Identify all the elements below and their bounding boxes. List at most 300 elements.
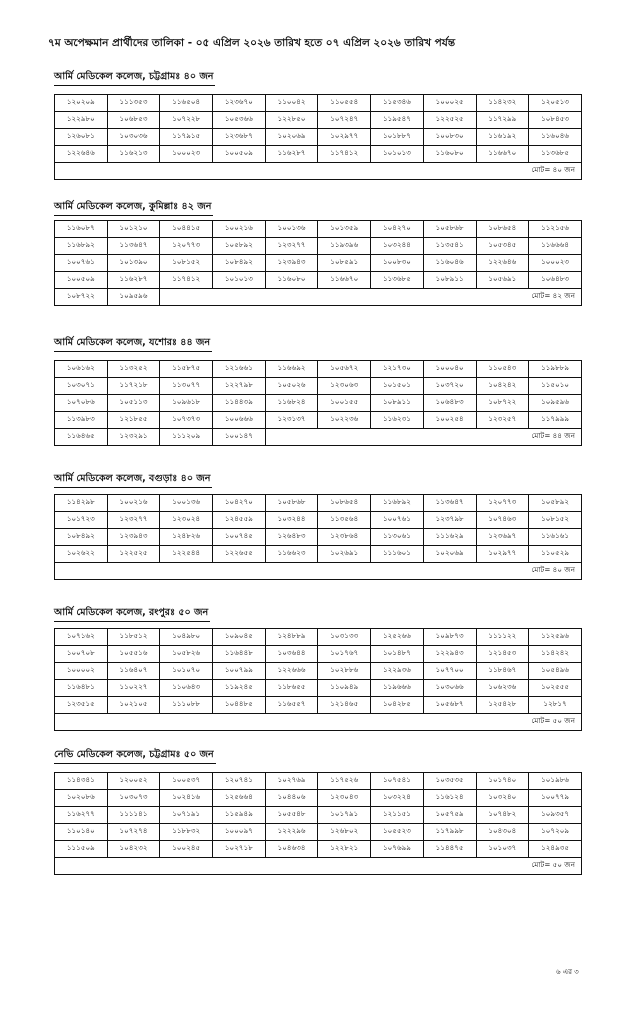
roll-cell: ১২৩৯৪৩ [265,255,318,272]
roll-cell: ১০০২১৬ [213,221,266,238]
roll-cell: ১০৮৬৫৪ [318,495,371,512]
roll-cell: ১২৪৫৫৯ [213,512,266,529]
roll-cell: ১১৯৩৯৬ [318,238,371,255]
roll-cell: ১০৭২৪৭ [318,112,371,129]
roll-cell: ১১৭৯১৫ [160,129,213,146]
roll-cell: ১০৮৭২২ [55,289,108,306]
roll-cell: ১০৪২৭০ [371,221,424,238]
roll-cell: ১০৩০৭৩ [107,790,160,807]
roll-cell: ১১৬৬৭০ [318,272,371,289]
roll-cell: ১০৪৬৩৪ [265,841,318,858]
roll-cell: ১২০৭৭৩ [160,238,213,255]
roll-cell: ১২৪৯৩৫ [529,841,582,858]
section-title: আর্মি মেডিকেল কলেজ, কুমিল্লাঃ ৪২ জন [54,199,213,216]
roll-cell: ১১৩৬৮৫ [371,272,424,289]
roll-cell: ১০০৭০৮ [55,646,108,663]
roll-cell: ১১৪২৩২ [476,95,529,112]
roll-table [54,220,582,306]
table-row [55,272,582,289]
roll-cell: ১২২৬৪৬ [476,255,529,272]
roll-cell: ১১৫৩৪৬ [371,95,424,112]
roll-cell: ১১৬৫০৪ [160,95,213,112]
roll-cell: ১২৩৭৯৮ [423,512,476,529]
roll-cell: ১০১৯৮৬ [529,773,582,790]
roll-cell: ১১৩৯৮৩ [55,412,108,429]
roll-cell: ১০৪২৭০ [213,495,266,512]
total-count: মোট= ৪০ জন [55,563,582,580]
roll-cell: ১১০২২৭ [107,680,160,697]
roll-cell: ১০২০৬৯ [423,546,476,563]
roll-cell: ১১৩০৭৭ [160,378,213,395]
roll-cell: ১১১১৪১ [107,807,160,824]
roll-cell: ১১৬৬৯২ [265,361,318,378]
roll-cell: ১০০১৫৫ [318,395,371,412]
roll-cell: ১১৬০৮০ [265,272,318,289]
roll-cell: ১০৫৪৯৬ [529,663,582,680]
roll-cell: ১০৪২৪২ [476,378,529,395]
roll-cell: ১২৩৬৭০ [213,95,266,112]
roll-cell: ১০০২৪৫ [160,841,213,858]
roll-cell: ১১৩২৫২ [107,361,160,378]
roll-cell: ১০৬৪৮৩ [423,395,476,412]
roll-cell: ১১৮৬৫৫ [265,680,318,697]
roll-cell: ১০৬৪৮৩ [529,272,582,289]
roll-cell: ১১৬৪০৭ [107,663,160,680]
table-row [55,790,582,807]
roll-cell: ১০০০২৩ [160,146,213,163]
roll-cell: ১২১৪৬৫ [318,697,371,714]
table-row [55,646,582,663]
roll-cell: ১২৩১৩৭ [265,412,318,429]
roll-cell: ১১৬৪৮১ [55,680,108,697]
roll-cell: ১২২৮৫০ [265,112,318,129]
roll-cell: ১০০৫০৯ [55,272,108,289]
roll-cell: ১০৮৫৯১ [318,255,371,272]
roll-cell: ১১৩৫৬৪ [318,512,371,529]
roll-cell: ১১৮৮৩২ [160,824,213,841]
roll-cell: ১১৬২১৩ [107,146,160,163]
section-army-rangpur [54,600,582,725]
roll-cell: ১০৬৮৫৩ [107,112,160,129]
roll-cell: ১০১৫০১ [371,378,424,395]
roll-cell: ১০০২১৬ [107,495,160,512]
roll-cell: ১১৯২৪৫ [213,680,266,697]
roll-cell: ১১৭৯৯৮ [423,824,476,841]
roll-cell: ১০৮৯১১ [423,272,476,289]
roll-cell: ১২৩৬৮৭ [213,129,266,146]
roll-cell: ১১৬৬৭০ [476,146,529,163]
roll-cell: ১০১৩৯০ [107,255,160,272]
roll-cell: ১০৫৩৪৫ [476,238,529,255]
roll-cell: ১০২১০৫ [107,697,160,714]
roll-cell: ১১৮৫১২ [107,629,160,646]
roll-cell: ১১৬৬৬৪ [529,238,582,255]
roll-table [54,94,582,180]
roll-cell: ১১৬৪৪৮ [213,646,266,663]
roll-cell: ১০৯৫৯৬ [107,289,160,306]
section-army-cumilla [54,194,582,300]
roll-cell: ১১৪২৯৮ [55,495,108,512]
total-count: মোট= ৪০ জন [55,163,582,180]
roll-cell: ১০২৬২২ [55,546,108,563]
roll-cell: ১১৪২৪২ [529,646,582,663]
roll-cell: ১১৬৮৯২ [371,495,424,512]
page-title: ৭ম অপেক্ষমান প্রার্থীদের তালিকা - ০৫ এপ্রিল ২০২৬ তারিখ হতে ০৭ এপ্রিল ২০২৬ তারিখ পর্যন্ত [48,37,456,49]
roll-cell: ১০৮৬৫৪ [476,221,529,238]
roll-cell: ১২৫৪২৮ [476,697,529,714]
roll-cell: ১০৭৫৪১ [371,773,424,790]
roll-cell: ১০৩০৭১ [55,378,108,395]
roll-cell: ১১১২০৯ [160,429,213,446]
roll-cell: ১০৩২২৪ [371,790,424,807]
roll-cell: ১০৫৬৭২ [318,361,371,378]
roll-cell: ১০৫৫১৬ [107,646,160,663]
roll-cell: ১২২৮২১ [318,841,371,858]
roll-cell: ১০০৭৬১ [55,255,108,272]
roll-cell: ১১৩৬৮৫ [529,146,582,163]
roll-cell: ১০৩৭২০ [423,378,476,395]
roll-cell: ১১৫৮৭৫ [160,361,213,378]
table-row [55,395,582,412]
table-row [55,238,582,255]
roll-cell: ১১২১৫৬ [529,221,582,238]
roll-cell: ১০৩৬৪৪ [265,646,318,663]
roll-cell: ১০২৯৭৭ [476,546,529,563]
roll-cell: ১২৩২৭৭ [265,238,318,255]
table-row [55,629,582,646]
table-row [55,361,582,378]
roll-cell: ১০৪৪০৬ [265,790,318,807]
roll-table [54,360,582,446]
roll-cell: ১২২৬৫৫ [213,546,266,563]
roll-cell: ১০১৭৬৭ [318,646,371,663]
roll-cell: ১০০৫০৯ [213,146,266,163]
roll-cell: ১০৭২৭৪ [107,824,160,841]
roll-cell: ১২৩৫১৫ [55,697,108,714]
roll-cell: ১০৮১৫২ [160,255,213,272]
roll-cell: ১০০৭৬১ [371,512,424,529]
roll-cell: ১০৭৬৯৯ [371,841,424,858]
roll-cell: ১০৯৬১৮ [160,395,213,412]
roll-cell: ১০২০৬৯ [265,129,318,146]
roll-cell: ১২৩৮৬৪ [318,529,371,546]
roll-cell: ১১৬১৯২ [476,129,529,146]
roll-cell: ১২৩৯৪৩ [107,529,160,546]
roll-cell: ১০২৭১৮ [213,841,266,858]
roll-cell: ১১৩৫৪১ [423,238,476,255]
roll-cell: ১০৯৩৫৭ [529,807,582,824]
roll-cell: ১০০০৯৭ [213,824,266,841]
roll-cell: ১১৬০৮০ [423,146,476,163]
total-row [55,563,582,580]
roll-cell: ১০১০১৩ [371,146,424,163]
roll-cell: ১০১৭৯১ [318,807,371,824]
roll-cell: ১১৭৯৯৯ [529,412,582,429]
roll-cell: ১১৩৬৪৭ [423,495,476,512]
page-number: ৬ এর ৩ [556,968,579,976]
table-row [55,146,582,163]
roll-cell: ১১৬৬২৩ [265,546,318,563]
roll-cell: ১১৬৫৫৭ [265,697,318,714]
roll-cell: ১১৭৪১২ [160,272,213,289]
roll-cell: ১১৬২৩১ [371,412,424,429]
roll-cell: ১০৫৫৪৮ [265,807,318,824]
roll-cell: ১০০০২৩ [529,255,582,272]
roll-cell: ১১১০৮৮ [160,697,213,714]
table-row [55,841,582,858]
roll-cell: ১০৫০২৬ [265,378,318,395]
roll-cell: ১২২৫২৫ [107,546,160,563]
roll-cell: ১১৬০৪৬ [423,255,476,272]
roll-cell: ১০৫৮২৬ [160,646,213,663]
total-row [55,163,582,180]
total-count: মোট= ৪৪ জন [265,429,581,446]
roll-cell: ১০৪৯৮০ [160,629,213,646]
roll-cell: ১০৫৫২৩ [371,824,424,841]
section-title: আর্মি মেডিকেল কলেজ, রংপুরঃ ৫০ জন [54,605,210,622]
table-row [55,773,582,790]
roll-cell: ১০৪২৩২ [107,841,160,858]
section-army-bogura [54,466,582,574]
roll-cell: ১১৬২৮৭ [107,272,160,289]
roll-cell: ১১১১২২ [476,629,529,646]
roll-cell: ১২৩০২৪ [160,512,213,529]
roll-cell: ১১৬২৮৭ [265,146,318,163]
table-row [55,255,582,272]
roll-cell: ১০৭১৯১ [160,807,213,824]
roll-cell: ১২০০৫২ [107,773,160,790]
roll-cell: ১২০৭৪১ [213,773,266,790]
roll-cell: ১০১০৩৭ [476,841,529,858]
roll-cell: ১২৪৮৮৯ [265,629,318,646]
roll-cell: ১০০০০২ [55,663,108,680]
roll-cell: ১২২৯৪৩ [423,646,476,663]
roll-cell: ১০২৬৯১ [318,546,371,563]
section-army-jashore [54,330,582,440]
roll-cell: ১০০৭৪৫ [213,529,266,546]
roll-cell: ১০০০২৫ [423,95,476,112]
table-row [55,512,582,529]
roll-cell: ১০৫৬৯১ [476,272,529,289]
roll-cell: ১২১৮৫৫ [107,412,160,429]
table-row [55,378,582,395]
table-row [55,495,582,512]
roll-cell: ১১৫৯৪৯ [213,807,266,824]
roll-cell: ১০৭৪৬৩ [476,512,529,529]
roll-cell: ১১৬৪৬৫ [55,429,108,446]
roll-table [54,628,582,731]
roll-cell: ১২৩৬৯৭ [476,529,529,546]
roll-cell: ১০২৪১৬ [160,790,213,807]
roll-cell: ১১২৫৯৬ [529,629,582,646]
roll-cell: ১১৭৫২৬ [318,773,371,790]
roll-cell: ১২১১৫১ [371,807,424,824]
roll-cell: ১০৭৪৮২ [476,807,529,824]
roll-cell: ১০০১৪৭ [213,429,266,446]
roll-cell: ১০৩২৪৪ [371,238,424,255]
table-row [55,221,582,238]
roll-cell: ১০৮৪৯২ [55,529,108,546]
roll-cell: ১২২৯৮০ [55,112,108,129]
roll-cell: ১১০৬৪৩ [160,680,213,697]
roll-cell: ১২৫৬৬৪ [213,790,266,807]
roll-cell: ১১১৩৫৩ [107,95,160,112]
roll-cell: ১০০১৩৬ [265,221,318,238]
roll-cell: ১০৫৮৬৮ [265,495,318,512]
roll-cell: ১২২২৯৬ [265,824,318,841]
roll-cell: ১২৫২৬৬ [371,629,424,646]
roll-cell: ১০৩১৩৩ [318,629,371,646]
roll-cell: ১০২৯৭৭ [318,129,371,146]
roll-cell: ১০৫৮৬৮ [423,221,476,238]
roll-cell: ১১৬০৮৭ [55,221,108,238]
roll-cell: ১২৮১৭ [529,697,582,714]
roll-cell: ১২৪৮২৬ [160,529,213,546]
roll-cell: ১২৬৪৮৩ [265,529,318,546]
roll-cell: ১১৭৪১২ [318,146,371,163]
roll-cell: ১২২৬৬৬ [265,663,318,680]
roll-cell: ১০৩০৩৬ [107,129,160,146]
roll-cell: ১০২৮৮৬ [318,663,371,680]
roll-cell: ১০৩২৪৪ [265,512,318,529]
roll-cell: ১১৬৮৯২ [55,238,108,255]
roll-cell: ১১০৫২৯ [529,546,582,563]
roll-cell: ১০১৭৪০ [476,773,529,790]
roll-cell: ১০০৭৯৯ [213,663,266,680]
total-row [55,289,582,306]
roll-cell: ১১৭২১৮ [107,378,160,395]
roll-cell: ১২৩২৫৭ [476,412,529,429]
roll-cell: ১২২৯৩৬ [371,663,424,680]
roll-cell: ১০১০৭০ [160,663,213,680]
roll-cell: ১২৩২৭৭ [107,512,160,529]
total-row [55,429,582,446]
roll-cell: ১১৩৬৪৭ [107,238,160,255]
table-row [55,824,582,841]
roll-table [54,494,582,580]
roll-cell: ১০১২১০ [107,221,160,238]
roll-cell: ১২৩০৬৩ [318,378,371,395]
roll-cell: ১১১৬২৯ [423,529,476,546]
roll-cell: ১১৪৪৭৫ [423,841,476,858]
roll-cell: ১২৩২৯১ [107,429,160,446]
roll-cell: ১১৬২৭৭ [55,807,108,824]
roll-cell: ১১৯৫৪৭ [371,112,424,129]
roll-cell: ১০৭৩৭৩ [160,412,213,429]
roll-cell: ১০০৫৩৭ [160,773,213,790]
roll-cell: ১১০৫৫৪ [318,95,371,112]
section-army-ctg [54,64,582,174]
section-title: আর্মি মেডিকেল কলেজ, যশোরঃ ৪৪ জন [54,335,212,352]
roll-cell: ১০২৭৬৯ [265,773,318,790]
roll-cell: ১১৬১৬১ [529,529,582,546]
section-title: আর্মি মেডিকেল কলেজ, বগুড়াঃ ৪০ জন [54,471,212,488]
roll-cell: ১০৯৮৭৩ [423,629,476,646]
roll-cell: ১১৬৮২৪ [265,395,318,412]
section-navy-ctg [54,742,582,869]
table-row [55,112,582,129]
roll-cell: ১১৫০১০ [529,378,582,395]
section-title: আর্মি মেডিকেল কলেজ, চট্টগ্রামঃ ৪০ জন [54,69,215,86]
roll-cell: ১২৬০৮১ [55,129,108,146]
roll-cell: ১২২৭৯৮ [213,378,266,395]
roll-cell: ১০৭৭০০ [423,663,476,680]
total-row [55,714,582,731]
total-count: মোট= ৪২ জন [160,289,582,306]
roll-cell: ১১৯৮৮৯ [529,361,582,378]
roll-cell: ১০৭২২৮ [160,112,213,129]
roll-cell: ১০৫৮৯২ [529,495,582,512]
table-row [55,412,582,429]
roll-cell: ১২১৭৩০ [371,361,424,378]
roll-cell: ১০৫৩৬৬ [213,112,266,129]
roll-cell: ১১৯৬৬৬ [371,680,424,697]
roll-cell: ১২০৫১৩ [529,95,582,112]
roll-cell: ১১০০৪২ [265,95,318,112]
roll-cell: ১০১৪৮৭ [371,646,424,663]
roll-cell: ১০৪৪৮৫ [213,697,266,714]
roll-cell: ১২১৪৫৩ [476,646,529,663]
roll-cell: ১০৮১৫২ [529,512,582,529]
roll-cell: ১০৩২৪০ [476,790,529,807]
roll-cell: ১০২২৩৬ [318,412,371,429]
roll-cell: ১১০১৪০ [55,824,108,841]
table-row [55,129,582,146]
roll-cell: ১০৭১৬২ [55,629,108,646]
table-row [55,697,582,714]
table-row [55,807,582,824]
roll-cell: ১১৬১২৪ [423,790,476,807]
roll-cell: ১০০৮৩০ [423,129,476,146]
roll-cell: ১০০১৩৬ [160,495,213,512]
total-count: মোট= ৫০ জন [55,858,582,875]
roll-cell: ১১৬০৪৬ [529,129,582,146]
roll-cell: ১১৭২৯৯ [476,112,529,129]
roll-cell: ১০০৮৩০ [371,255,424,272]
roll-cell: ১০৫৮৯২ [213,238,266,255]
roll-cell: ১০৪২৮৫ [371,697,424,714]
roll-cell: ১২১৬৬১ [213,361,266,378]
roll-cell: ১০৭০৮৬ [55,395,108,412]
roll-cell: ১০৮৪৫৩ [529,112,582,129]
total-count: মোট= ৫০ জন [55,714,582,731]
roll-table [54,772,582,875]
roll-cell: ১০১০১৩ [213,272,266,289]
roll-cell: ১০১৮৮৭ [371,129,424,146]
roll-cell: ১০০৬৬৬ [213,412,266,429]
roll-cell: ১২০২০৯ [55,95,108,112]
roll-cell: ১০৮৭২২ [476,395,529,412]
roll-cell: ১১৩০৬১ [371,529,424,546]
roll-cell: ১০১৭২৩ [55,512,108,529]
roll-cell: ১০৯০৪৫ [213,629,266,646]
roll-cell: ১০৩৫৩৫ [423,773,476,790]
roll-cell: ১০০২৫৪ [423,412,476,429]
table-row [55,663,582,680]
roll-cell: ১০৮৯১১ [371,395,424,412]
roll-cell: ১০৯৫৯৬ [529,395,582,412]
roll-cell: ১২৩০৪৩ [318,790,371,807]
table-row [55,546,582,563]
roll-cell: ১১০৯৪৯ [318,680,371,697]
roll-cell: ১০৫১১৩ [107,395,160,412]
roll-cell: ১০৫৬৮৭ [423,697,476,714]
roll-cell: ১১০৫৪৩ [476,361,529,378]
roll-cell: ১০২০৮৬ [55,790,108,807]
roll-cell: ১০৮৪৯২ [213,255,266,272]
roll-cell: ১০৫৭৫৯ [423,807,476,824]
roll-cell: ১০০০৪০ [423,361,476,378]
